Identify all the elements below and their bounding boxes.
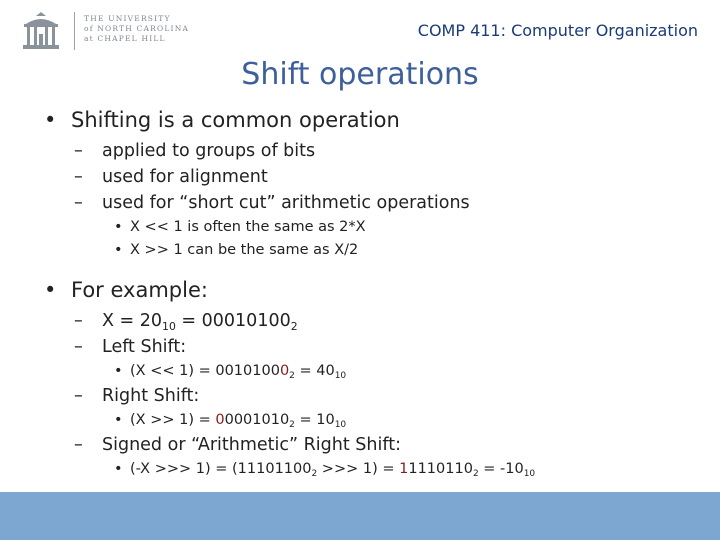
example-arith-shift-label [44, 432, 704, 458]
slide-title: Shift operations [241, 57, 479, 92]
footer-bar [0, 492, 720, 540]
subscript: 2 [311, 469, 318, 480]
sub-bullet-text: Left Shift: [102, 337, 187, 357]
university-logo [14, 8, 214, 52]
logo-text [84, 14, 189, 44]
example-left-shift-result [44, 360, 704, 383]
slide-content [44, 106, 704, 481]
sub-sub-bullet-text: X << 1 is often the same as 2*X [130, 219, 366, 235]
logo-line-2: of NORTH CAROLINA [84, 24, 190, 33]
expr-text: (X << 1) = 0010100 [130, 363, 280, 379]
logo-line-1: THE UNIVERSITY [84, 14, 171, 23]
expr-text: = -10 [478, 461, 524, 477]
logo-divider [74, 12, 75, 50]
sub-sub-bullet-text: X >> 1 can be the same as X/2 [130, 242, 359, 258]
sub-bullet-text: Signed or “Arithmetic” Right Shift: [102, 435, 401, 455]
highlighted-bit: 0 [279, 363, 290, 379]
bullet-marker: • [114, 363, 123, 379]
bullet-text: For example: [71, 278, 208, 302]
subscript: 10 [162, 319, 176, 333]
expr-text: = 10 [294, 412, 335, 428]
bullet-marker: • [114, 242, 123, 258]
sub-bullet-groups [44, 138, 704, 164]
subscript: 2 [289, 371, 295, 382]
subscript: 2 [472, 469, 479, 480]
sub-bullet-text: applied to groups of bits [102, 141, 316, 161]
dash-marker: – [74, 167, 83, 187]
dash-marker: – [74, 386, 83, 406]
sub-bullet-shortcut [44, 190, 704, 216]
subscript: 10 [334, 371, 347, 382]
example-right-shift-result [44, 409, 704, 432]
sub-bullet-text: used for “short cut” arithmetic operations [102, 193, 470, 213]
bullet-text: Shifting is a common operation [71, 108, 400, 132]
subscript: 10 [334, 420, 347, 431]
x-binary-text: = 00010100 [175, 311, 291, 331]
example-left-shift-label [44, 334, 704, 360]
highlighted-bit: 1 [399, 461, 409, 477]
sub-bullet-text: used for alignment [102, 167, 268, 187]
old-well-icon [18, 10, 64, 52]
dash-marker: – [74, 435, 83, 455]
x-eq-text: X = 20 [102, 311, 163, 331]
subscript: 10 [523, 469, 536, 480]
bullet-marker: • [44, 108, 57, 132]
expr-text: (X >> 1) = [130, 412, 216, 428]
bullet-marker: • [114, 461, 123, 477]
expr-text: (-X >>> 1) = (11101100 [130, 461, 312, 477]
course-title: COMP 411: Computer Organization [417, 21, 698, 40]
sub-bullet-text: Right Shift: [102, 386, 200, 406]
bullet-marker: • [114, 219, 123, 235]
bullet-marker: • [44, 278, 57, 302]
bullet-example [44, 276, 704, 304]
sub-sub-bullet-right-shift [44, 239, 704, 262]
sub-sub-bullet-left-shift [44, 216, 704, 239]
logo-line-3: at CHAPEL HILL [84, 34, 166, 43]
expr-text: 1110110 [408, 461, 473, 477]
dash-marker: – [74, 311, 83, 331]
expr-text: = 40 [294, 363, 335, 379]
example-x-value [44, 308, 704, 334]
dash-marker: – [74, 337, 83, 357]
subscript: 2 [290, 319, 298, 333]
sub-bullet-alignment [44, 164, 704, 190]
bullet-marker: • [114, 412, 123, 428]
example-arith-shift-result [44, 458, 704, 481]
dash-marker: – [74, 141, 83, 161]
example-right-shift-label [44, 383, 704, 409]
expr-text: >>> 1) = [317, 461, 400, 477]
bullet-shifting [44, 106, 704, 134]
subscript: 2 [289, 420, 295, 431]
expr-text: 0001010 [224, 412, 290, 428]
dash-marker: – [74, 193, 83, 213]
highlighted-bit: 0 [215, 412, 225, 428]
